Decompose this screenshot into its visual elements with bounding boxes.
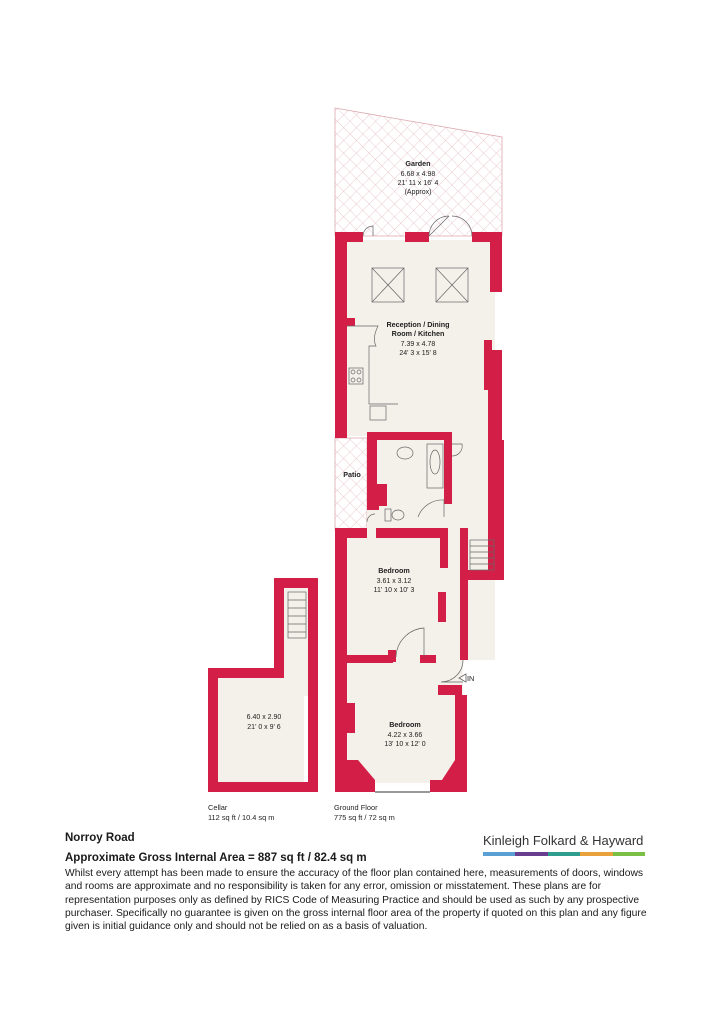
svg-text:112 sq ft / 10.4 sq m: 112 sq ft / 10.4 sq m [208, 813, 275, 822]
svg-text:24' 3 x 15' 8: 24' 3 x 15' 8 [399, 350, 437, 357]
cellar-caption [208, 803, 274, 822]
logo-bar-segment [548, 852, 580, 856]
logo-color-bar [483, 852, 645, 856]
svg-text:IN: IN [467, 674, 475, 683]
disclaimer: Whilst every attempt has been made to ensure the accuracy of the floor plan contained here, measurements of doors, windows and rooms are approximate and no responsibility is taken for any error, omission or misstatement. These plans are for representation purposes only as defined by RICS Code of Measuring Practice and should be used as such by any prospective purchaser. Specifically no guarantee is given on the gross internal floor area of the property if quoted on this plan and any figure given is initial guidance only and should not be relied on as a basis of valuation. [65, 868, 647, 933]
svg-text:6.40 x 2.90: 6.40 x 2.90 [246, 714, 282, 721]
logo-bar-segment [483, 852, 515, 856]
svg-text:21' 0 x 9' 6: 21' 0 x 9' 6 [247, 724, 281, 731]
svg-text:Bedroom: Bedroom [389, 720, 421, 729]
svg-text:21' 11 x 16' 4: 21' 11 x 16' 4 [397, 180, 439, 187]
svg-text:Bedroom: Bedroom [378, 566, 410, 575]
logo-bar-segment [613, 852, 645, 856]
logo-bar-segment [515, 852, 547, 856]
svg-text:Garden: Garden [405, 159, 431, 168]
svg-text:11' 10 x 10' 3: 11' 10 x 10' 3 [373, 587, 415, 594]
logo-bar-segment [580, 852, 612, 856]
agency-logo [483, 833, 645, 856]
svg-text:(Approx): (Approx) [404, 189, 432, 196]
svg-text:Reception / Dining: Reception / Dining [386, 320, 450, 329]
patio-label [343, 470, 361, 479]
svg-text:7.39 x 4.78: 7.39 x 4.78 [400, 341, 436, 348]
property-address: Norroy Road [65, 832, 135, 844]
ground-floor-caption [334, 803, 395, 822]
bedroom1-label [374, 566, 415, 594]
svg-text:13' 10 x 12' 0: 13' 10 x 12' 0 [384, 741, 426, 748]
agency-name: Kinleigh Folkard & Hayward [483, 833, 644, 848]
svg-text:775 sq ft / 72 sq m: 775 sq ft / 72 sq m [334, 813, 395, 822]
patio-area [335, 438, 367, 530]
svg-text:Patio: Patio [343, 470, 361, 479]
svg-text:Room / Kitchen: Room / Kitchen [391, 329, 445, 338]
bedroom2-label [384, 720, 425, 748]
svg-text:Cellar: Cellar [208, 803, 228, 812]
svg-text:4.22 x 3.66: 4.22 x 3.66 [387, 732, 423, 739]
svg-text:6.68 x 4.98: 6.68 x 4.98 [400, 171, 436, 178]
gross-internal-area: Approximate Gross Internal Area = 887 sq ft / 82.4 sq m [65, 852, 367, 864]
svg-text:3.61 x 3.12: 3.61 x 3.12 [376, 578, 412, 585]
svg-text:Ground Floor: Ground Floor [334, 803, 378, 812]
